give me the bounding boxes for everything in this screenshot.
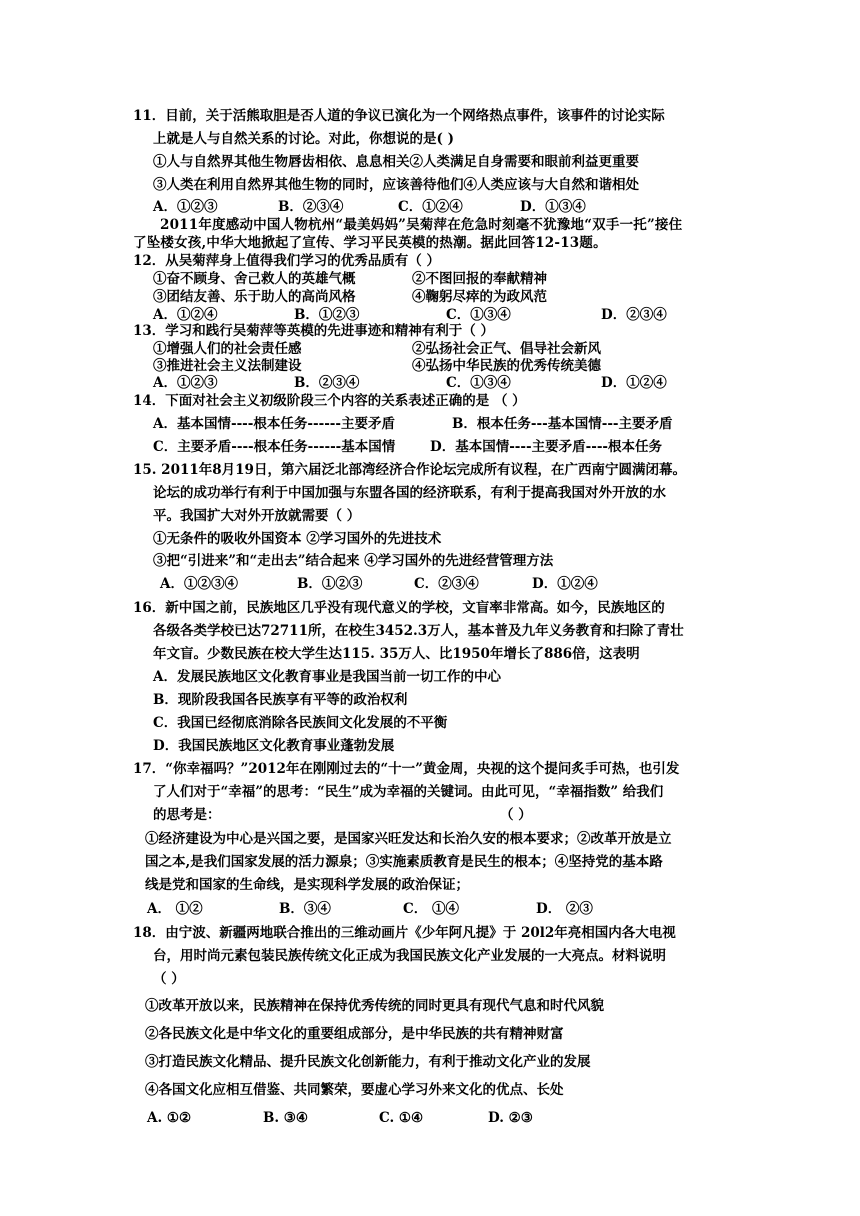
q18-statement-3: ③打造民族文化精品、提升民族文化创新能力，有利于推动文化产业的发展 <box>145 1054 591 1070</box>
q11-option-b: B．②③④ <box>278 199 344 215</box>
q13-option-b: B．②③④ <box>294 375 360 391</box>
q14-option-b: B．根本任务---基本国情---主要矛盾 <box>452 416 673 432</box>
q11-option-c: C．①②④ <box>398 199 463 215</box>
q13-option-c: C．①③④ <box>446 375 511 391</box>
q12-statement-4: ④鞠躬尽瘁的为政风范 <box>412 289 547 305</box>
q17-answer-paren: （ ） <box>500 807 532 823</box>
q18-stem-line2: 台，用时尚元素包装民族传统文化正成为我国民族文化产业发展的一大亮点。材料说明 <box>153 948 666 964</box>
q14-stem: 14．下面对社会主义初级阶段三个内容的关系表述正确的是 （ ） <box>133 393 526 409</box>
q11-statement-line2: ③人类在利用自然界其他生物的同时，应该善待他们④人类应该与大自然和谐相处 <box>153 177 639 193</box>
q17-option-b: B．③④ <box>279 901 331 917</box>
q13-statement-4: ④弘扬中华民族的优秀传统美德 <box>412 358 601 374</box>
q16-stem-line3: 年文盲。少数民族在校大学生达115. 35万人、比1950年增长了886倍，这表明 <box>153 646 640 662</box>
q17-statement-line1: ①经济建设为中心是兴国之要，是国家兴旺发达和长治久安的根本要求；②改革开放是立 <box>145 831 672 847</box>
q11-option-a: A．①②③ <box>153 199 218 215</box>
q16-stem-line1: 16．新中国之前，民族地区几乎没有现代意义的学校，文盲率非常高。如今，民族地区的 <box>133 600 665 616</box>
q12-option-d: D．②③④ <box>601 307 667 323</box>
q16-option-a: A．发展民族地区文化教育事业是我国当前一切工作的中心 <box>153 669 501 685</box>
q18-answer-paren: （ ） <box>153 971 185 987</box>
q13-statement-2: ②弘扬社会正气、倡导社会新风 <box>412 341 601 357</box>
q17-option-a: A． ①② <box>147 901 203 917</box>
q12-statement-3: ③团结友善、乐于助人的高尚风格 <box>153 289 356 305</box>
q15-option-d: D．①②④ <box>532 576 598 592</box>
q17-stem-line1: 17．“你幸福吗？”2012年在刚刚过去的“十一”黄金周，央视的这个提问炙手可热，也引发 <box>133 761 680 777</box>
q15-option-b: B．①②③ <box>297 576 363 592</box>
q17-stem-line3: 的思考是： <box>153 807 221 823</box>
q15-option-c: C．②③④ <box>414 576 479 592</box>
q15-stem-line1: 15. 2011年8月19日，第六届泛北部湾经济合作论坛完成所有议程，在广西南宁圆满闭幕。 <box>133 462 686 478</box>
q18-option-b: B. ③④ <box>263 1110 309 1126</box>
q11-stem-line2: 上就是人与自然关系的讨论。对此，你想说的是( ) <box>153 131 454 147</box>
q18-option-c: C. ①④ <box>379 1110 424 1126</box>
q14-option-c: C．主要矛盾----根本任务------基本国情 <box>153 439 396 455</box>
q18-statement-4: ④各国文化应相互借鉴、共同繁荣，要虚心学习外来文化的优点、长处 <box>145 1082 564 1098</box>
intro-line2: 了坠楼女孩,中华大地掀起了宣传、学习平民英模的热潮。据此回答12-13题。 <box>133 235 607 251</box>
q12-stem: 12．从吴菊萍身上值得我们学习的优秀品质有（ ） <box>133 253 440 269</box>
q13-statement-1: ①增强人们的社会责任感 <box>153 341 302 357</box>
q14-option-d: D．基本国情----主要矛盾----根本任务 <box>430 439 663 455</box>
q15-statement-line2: ③把“引进来”和“走出去”结合起来 ④学习国外的先进经营管理方法 <box>153 553 554 569</box>
q16-option-c: C．我国已经彻底消除各民族间文化发展的不平衡 <box>153 715 448 731</box>
q13-statement-3: ③推进社会主义法制建设 <box>153 358 302 374</box>
q18-statement-2: ②各民族文化是中华文化的重要组成部分，是中华民族的共有精神财富 <box>145 1026 564 1042</box>
q12-option-b: B．①②③ <box>294 307 360 323</box>
q16-stem-line2: 各级各类学校已达72711所，在校生3452.3万人，基本普及九年义务教育和扫除了青壮 <box>153 623 684 639</box>
q17-option-c: C． ①④ <box>403 901 459 917</box>
q13-option-d: D．①②④ <box>601 375 667 391</box>
q12-option-c: C．①③④ <box>446 307 511 323</box>
q11-option-d: D．①③④ <box>520 199 586 215</box>
q18-stem-line1: 18．由宁波、新疆两地联合推出的三维动画片《少年阿凡提》于 20l2年亮相国内各大电视 <box>133 925 676 941</box>
q12-statement-2: ②不图回报的奉献精神 <box>412 271 547 287</box>
q15-stem-line2: 论坛的成功举行有利于中国加强与东盟各国的经济联系，有利于提高我国对外开放的水 <box>153 485 666 501</box>
q14-option-a: A．基本国情----根本任务------主要矛盾 <box>153 416 396 432</box>
q15-statement-line1: ①无条件的吸收外国资本 ②学习国外的先进技术 <box>153 531 442 547</box>
q17-stem-line2: 了人们对于“幸福”的思考：“民生”成为幸福的关键词。由此可见，“幸福指数” 给我们 <box>153 784 664 800</box>
q15-stem-line3: 平。我国扩大对外开放就需要（ ） <box>153 508 361 524</box>
q18-option-d: D. ②③ <box>488 1110 533 1126</box>
q13-option-a: A．①②③ <box>153 375 218 391</box>
intro-line1: 2011年度感动中国人物杭州“最美妈妈”吴菊萍在危急时刻毫不犹豫地“双手一托”接住 <box>160 217 683 233</box>
q17-statement-line2: 国之本,是我们国家发展的活力源泉；③实施素质教育是民生的根本；④坚持党的基本路 <box>145 854 663 870</box>
q13-stem: 13．学习和践行吴菊萍等英模的先进事迹和精神有利于（ ） <box>133 323 494 339</box>
q16-option-b: B．现阶段我国各民族享有平等的政治权利 <box>153 692 408 708</box>
q18-option-a: A. ①② <box>147 1110 192 1126</box>
q18-statement-1: ①改革开放以来，民族精神在保持优秀传统的同时更具有现代气息和时代风貌 <box>145 998 604 1014</box>
q12-statement-1: ①奋不顾身、舍己救人的英雄气概 <box>153 271 356 287</box>
q11-statement-line1: ①人与自然界其他生物唇齿相依、息息相关②人类满足自身需要和眼前利益更重要 <box>153 154 639 170</box>
q16-option-d: D．我国民族地区文化教育事业蓬勃发展 <box>153 738 395 754</box>
q17-option-d: D． ②③ <box>536 901 593 917</box>
q15-option-a: A．①②③④ <box>160 576 238 592</box>
q11-stem-line1: 11．目前，关于活熊取胆是否人道的争议已演化为一个网络热点事件，该事件的讨论实际 <box>133 108 665 124</box>
q17-statement-line3: 线是党和国家的生命线，是实现科学发展的政治保证； <box>145 877 469 893</box>
q12-option-a: A．①②④ <box>153 307 218 323</box>
